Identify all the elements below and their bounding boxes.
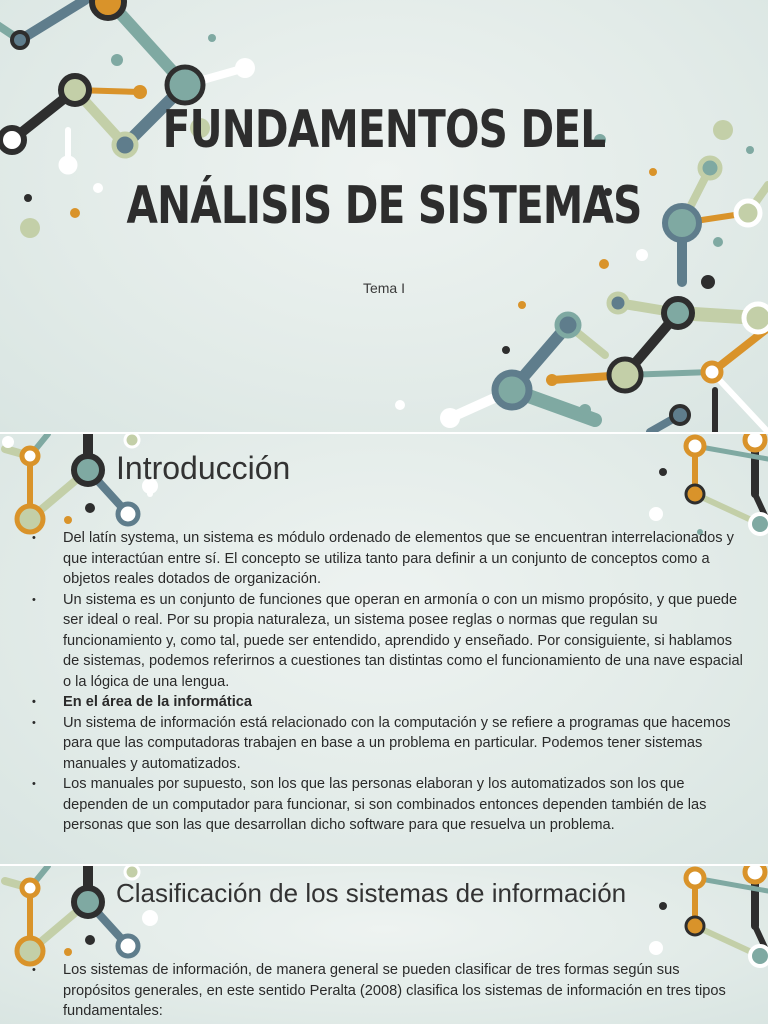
list-item: • Del latín systema, un sistema es módulo ordenado de elementos que se encuentran interrelacionados y que interactúan entre sí. El concepto se utiliza tanto para definir a un conjunto de conceptos como a objetos reales dotados de organización. bbox=[30, 528, 750, 590]
slide-heading: Clasificación de los sistemas de información bbox=[116, 878, 627, 908]
bullet-list bbox=[30, 528, 750, 836]
slide-heading: Introducción bbox=[116, 450, 291, 486]
list-item: • Los sistemas de información, de manera general se pueden clasificar de tres formas según sus propósitos generales, en este sentido Peralta (2008) clasifica los sistemas de información en tres tipos fundamentales: bbox=[30, 960, 750, 1022]
presentation-title-line1: FUNDAMENTOS DEL bbox=[162, 100, 606, 160]
bullet-list bbox=[30, 960, 750, 1022]
title-slide bbox=[0, 0, 768, 432]
presentation-title-line2: ANÁLISIS DE SISTEMAS bbox=[126, 176, 642, 236]
classification-slide bbox=[0, 866, 768, 1024]
list-item: • Un sistema de información está relacionado con la computación y se refiere a programas que hacemos para que las computadoras trabajen en base a un problema en particular. Podemos tener sistemas manuales y automatizados. bbox=[30, 713, 750, 775]
list-item: • Los manuales por supuesto, son los que las personas elaboran y los automatizados son los que dependen de un computador para funcionar, si son combinados entonces dependen también de las personas que son las que desarrollan dicho software para que resuelva un problema. bbox=[30, 774, 750, 836]
introduction-slide bbox=[0, 434, 768, 864]
list-item: • En el área de la informática bbox=[30, 692, 750, 713]
presentation-subtitle: Tema I bbox=[362, 280, 405, 296]
list-item: • Un sistema es un conjunto de funciones que operan en armonía o con un mismo propósito, y que puede ser ideal o real. Por su propia naturaleza, un sistema posee reglas o normas que regulan su funcionamiento y, como tal, puede ser entendido, aprendido y enseñado. Por consiguiente, si hablamos de sistemas, podemos referirnos a cuestiones tan distintas como el funcionamiento de una nave espacial o la lógica de una lengua. bbox=[30, 590, 750, 693]
